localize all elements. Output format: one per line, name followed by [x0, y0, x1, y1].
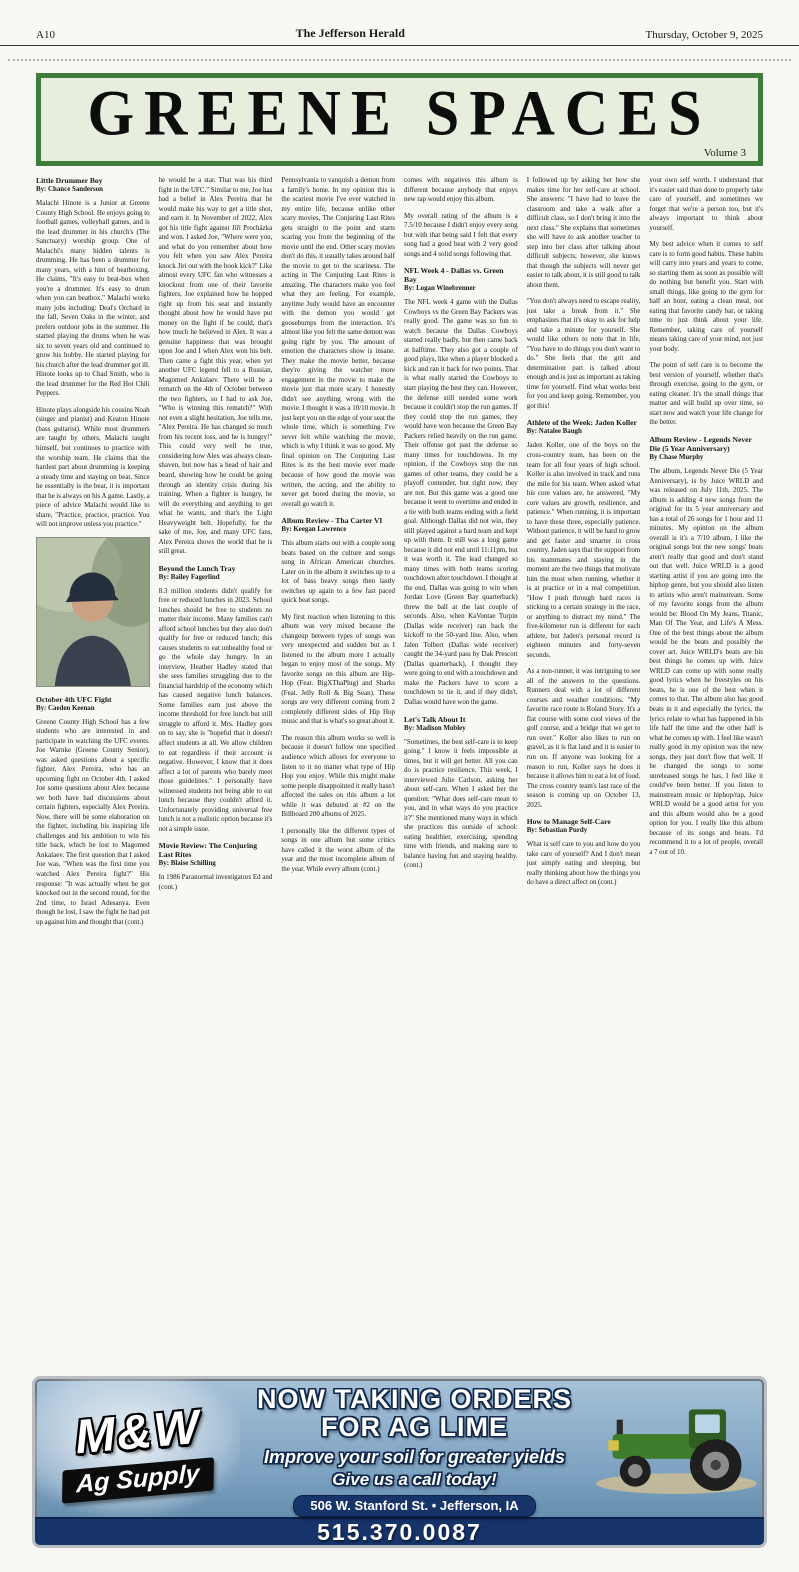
article	[281, 176, 395, 509]
article-paragraph: In 1986 Paranormal investigators Ed and (cont.)	[158, 873, 273, 891]
article-title: Album Review - Tha Carter VI	[281, 516, 383, 526]
article-paragraph: The point of self care is to become the best version of yourself, whether that's through exercise, going to the gym, or eating cleaner. It's the small things that matter and will build up over time, so start now and watch your life change for the better.	[649, 361, 763, 427]
column	[649, 176, 763, 1368]
article-paragraph: My overall rating of the album is a 7.5/10 because I didn't enjoy every song but with that being said I felt that every song had a good beat with 2 very good songs and 4 solid songs following that.	[404, 211, 518, 258]
ad-logo	[35, 1379, 240, 1517]
article-title: October 4th UFC Fight	[36, 694, 112, 704]
section-title: GREENE SPACES	[87, 77, 712, 149]
article	[527, 418, 641, 810]
article-paragraph: This album starts out with a couple song beats based on the culture and songs sung in African American churches. Later on in the album it switches up to a lot of bass heavy songs then lastly switches up again to a few fast paced quick beat songs.	[281, 539, 396, 605]
article-title: Movie Review: The Conjuring Last Rites	[158, 841, 258, 860]
article-paragraph: "You don't always need to escape reality, just take a break from it." She emphasizes that it's okay to ask for help and take a minute for yourself. She would like others to note that in life, "You have to do things you don't want to do." She feels that the grit and determination part is talked about enough and is just as important as taking time for yourself. Find what works best for you and keep going. Remember, you got this!	[526, 297, 641, 410]
ad-phone-number: 515.370.0087	[317, 1518, 482, 1545]
article	[281, 516, 395, 874]
article	[159, 841, 273, 892]
article-title: Athlete of the Week: Jaden Koller	[526, 418, 637, 428]
article-paragraph: Jaden Koller, one of the boys on the cross-country team, has been on the team for all four years of high school. Koller is also involved in track and runs the mile for his team. When asked what his core values are, he answered, "My core values are growth, resilience, and patience." When running, it is important to have these three, especially patience. Without patience, it will be hard to grow and get faster and smarter in cross country. Jaden says that the support from his teammates and staying in the moment are the two things that motivate him the most when running, whether it is at practice or in a real competition. "How I push through hard races is sticking to a certain strategy in the race, or anything to distract my mind." The five-kilometer run is different for each athlete, but Jaden's personal record is eighteen minutes and forty-seven seconds.	[526, 441, 641, 659]
article-paragraph: he would be a star. That was his third fight in the UFC." Similar to me, Joe has had a belief in Alex Pereira that he would make his way to get a title shot, and earn it. In November of 2022, Alex got his title fight against Jiří Procházka and won. I asked Joe, "Where were you, and what do you remember about how you felt when you saw Alex Pereira knock Jiri out with the hook kick?" Like almost every UFC fan who witnesses a knockout from one of their favorite fighters, Joe explained how he hopped right up from his seat and instantly thought about how he would have put money on the fight if he could, that's how much he believed in Alex. It was a genuine happiness that was brought upon Joe and I when Alex won his belt. Then came a fight this year, when yet another UFC legend fell to a Russian, Magomed Ankalaev. There will be a rematch on the 4th of October between the two fighters, so I had to ask Joe, "Who is winning this rematch?" With not even a slight hesitation, Joe tells me, "Alex Pereira. He has changed so much from his recent loss, and he is hungry!" This could very well be true, considering how Alex was always clean-shaven, but now has a head of hair and beard, showing how he could be going through an identity crisis during his training. When a fighter is hungry, he will do everything and anything to get what he wants, and that's the Light Heavyweight belt. Hopefully, for the sake of me, Joe, and many UFC fans, Alex Pereira shows the world that he is still great.	[158, 176, 273, 556]
article-byline: By: Chance Sanderson	[36, 186, 104, 194]
column	[404, 176, 518, 1368]
article-paragraph: The NFL week 4 game with the Dallas Cowboys vs the Green Bay Packers was really good. The game was so fun to watch because the Dallas Cowboys started really badly, but then came back at halftime. They also got a couple of good plays, like when a player blocked a kick and ran it back for two points. That is what really started the Cowboys to start playing the best they can. However, the defense still needed some work because it couldn't stop the run games. If they could stop the run games, they would have won because the Green Bay Packers relied heavily on the run game. Their offense got past the defense so many times for touchdowns. In my opinion, if the Cowboys stop the run games of other teams, they could be a playoff contender, but right now, they are not. But this game was a good one because it went to overtime and ended in a tie with both teams ending with a field goal. Although Dallas did not win, they still played against a hard team and kept up with them. It still was a long game because it did not end until 11:11pm, but it was worth it. The lead changed so many times with both teams scoring touchdown after touchdown. I thought at the end, Dallas was going to win when Jordan Love (Green Bay quarterback) threw the ball at the last couple of seconds. Also, when KaVontae Turpin (Dallas wide receiver) ran back the kickoff to the 50-yard line. Also, when Jalen Tolbert (Dallas wide receiver) caught the 34-yard pass by Dak Prescott (Dallas quarterback), I thought they were going to end with a touchdown and make the Packers have to score a touchdown to tie it, and if they didn't, Dallas would have won the game.	[404, 298, 518, 706]
section-banner	[36, 73, 763, 166]
column	[281, 176, 395, 1368]
ad-phone-bar	[35, 1517, 764, 1546]
column	[36, 176, 150, 1368]
article-byline: By Chase Murphy	[649, 454, 704, 462]
article-paragraph: Greene County High School has a few students who are interested in and participate in watching the UFC events. Joe Warnke (Greene County Senior), was asked questions about a specific fighter, Alex Pereira, who has an upcoming fight on October 4th. I asked Joe some questions about Alex because we both have had discussions about certain fighters, especially Alex Pereira. Now, there will be some elaboration on the fighter, including his inspiring life challenges and his ambition to win his title back, which he lost to Magomed Ankalaev. The first question that I asked Joe was, "When was the first time you watched Alex Pereira fight?" His response: "It was actually when he got knocked out in the second round, for the 2nd time, to Israel Adesanya. Even though he lost, I saw the fight he had put up against him and thought that (cont.)	[36, 717, 150, 926]
article-title: NFL Week 4 - Dallas vs. Green Bay	[404, 266, 504, 285]
article	[159, 176, 273, 557]
article-paragraph: "Sometimes, the best self-care is to keep going." I know it feels impossible at times, but it will get better. All you can do is practice resilience. This week, I interviewed Julie Carlson, asking her about self-care. When I asked her the question: "What does self-care mean to you, and in what ways do you practice it?" She mentioned many ways in which she practices this outside of school: eating healthier, exercising, spending time with friends, and making sure to balance having fun and staying healthy. (cont.)	[404, 737, 518, 870]
article-byline: By: Keegan Lawrence	[281, 526, 347, 534]
article-paragraph: What is self care to you and how do you take care of yourself? And I don't mean just simply eating and sleeping, but really thinking about how the things you do have a direct affect on (cont.)	[526, 840, 641, 887]
ad-headline-line1: NOW TAKING ORDERS	[257, 1384, 572, 1414]
article	[649, 435, 763, 857]
article-paragraph: I personally like the different types of songs in one album but some critics have called it the worst album of the year and the most incomplete album of the year. While every album (cont.)	[281, 826, 396, 873]
page-number: A10	[36, 29, 55, 41]
article-paragraph: The reason this album works so well is because it doesn't follow one specified audience which allows for everyone to listen to it no matter what type of Hip Hop you enjoy. While this might make some people disappointed it really hasn't affected the sales on this album a lot while it was debuted at #2 on the Billboard 200 albums of 2025.	[281, 733, 396, 819]
article	[159, 564, 273, 835]
masthead-rule	[0, 45, 799, 46]
article-title: Album Review - Legends Never Die (5 Year Anniversary)	[649, 434, 752, 453]
article	[36, 176, 150, 530]
column	[159, 176, 273, 1368]
article-paragraph: My best advice when it comes to self care is to form good habits. These habits will carry into years and years to come, so starting them as soon as possible will do nothing but benefit you. Start with small things, like going to the gym for half an hour, eating a clean meal, not eating that favorite candy bar, or taking time to just think about your life. Remember, taking care of yourself means taking care of your mind, not just your body.	[649, 240, 763, 353]
article	[527, 176, 641, 411]
article	[404, 266, 518, 707]
article	[527, 817, 641, 888]
ad-address: 506 W. Stanford St. • Jefferson, IA	[293, 1495, 535, 1517]
article-byline: By: Bailey Fagerlind	[158, 573, 220, 581]
ad-cta: Give us a call today!	[332, 1469, 497, 1489]
article-paragraph: Pennsylvania to vanquish a demon from a family's home. In my opinion this is the scariest movie I've ever watched in my entire life, because unlike other scary movies, The Conjuring Last Rites gets straight to the point and starts scaring you from the beginning of the movie until the end. Other scary movies don't do this, it usually takes around half the movie to get to the scariness. The acting in The Conjuring Last Rites is amazing. The characters make you feel what they are feeling. For example, anytime Judy would have an encounter with the demon you would get goosebumps from the interaction. It's almost like you felt the same demon was going right by you. The amount of emotion the characters show is insane. They make the movie better, because they're giving the watcher more engagement in the movie to make the movie just that more scary. I honestly didn't see anything wrong with the movie. I thought it was a 10/10 movie. It just kept you on the edge of your seat the whole time, which is something I've never felt while watching the movie, which is why I think it was so good. My final opinion on The Conjuring Last Rites is its the best movie ever made because of how good the movie was written, the acting, and the ability to never get bored during the movie, so overall go watch it.	[281, 176, 396, 508]
column	[527, 176, 641, 1368]
issue-date: Thursday, October 9, 2025	[645, 29, 763, 41]
article-title: How to Manage Self-Care	[526, 817, 611, 827]
article	[404, 715, 518, 871]
ad-ag-supply	[32, 1376, 767, 1548]
ad-logo-subtext: Ag Supply	[62, 1457, 214, 1503]
article-title: Let's Talk About It	[404, 714, 466, 724]
article-byline: By: Natalee Baugh	[526, 428, 582, 436]
tractor-image	[589, 1379, 764, 1517]
article-title: Beyond the Lunch Tray	[158, 563, 236, 573]
article-byline: By: Logan Winebrenner	[404, 285, 476, 293]
article-paragraph: Malachi Hinote is a Junior at Greene County High School. He enjoys going to football games, volleyball games, and is the lead drummer in his church's (The Sanctuary) worship group. One of Malachi's many hidden talents is drumming. He has been a drummer for many years, with a hint of beatboxing. He claims, "It's easy to beat-box when you're a drummer. It's easy to drum when you can beatbox." Malachi works many jobs including: Deal's Orchard in the fall, Seven Oaks in the winter, and prefers outdoor jobs in the summer. He started playing the drums when he was six to seven years old and continued to grow his hobby. He started playing for his church after the lead drummer got ill. Hinote looks up to Chad Smith, who is the lead drummer for the Red Hot Chili Peppers.	[36, 199, 150, 398]
article-paragraph: My first reaction when listening to this album was very mixed because the changeup between types of songs was very unexpected and sudden but as I listened to the album more I actually began to enjoy most of the songs. My favorite songs on this album are Hip-Hop (Feat. BigXThaPlug) and Sharks (Feat. Jelly Roll & Big Sean). These songs are very different coming from 2 completely different sides of Hip Hop music and that is what's so great about it.	[281, 612, 396, 726]
article-byline: By: Caeden Keenan	[36, 704, 95, 712]
article-byline: By: Blaise Schilling	[158, 860, 216, 868]
article-paragraph: comes with negatives this album is different because anybody that enjoys new rap would enjoy this album.	[404, 176, 518, 204]
article	[36, 695, 150, 927]
article-paragraph: your own self worth. I understand that it's easier said than done to properly take care of yourself, and sometimes we forget that we're a person too, but it's always important to think about yourself.	[649, 176, 763, 232]
article-paragraph: The album, Legends Never Die (5 Year Anniversary), is by Juice WRLD and was released on July 11th, 2025. The album is adding 4 new songs from the original for its 5 year anniversary and has a total of 26 songs for 1 hour and 11 minutes. My opinion on the album overall is it's a 7/10 album, I like the original songs but the new songs' beats aren't really that good and don't stand out that well. Juice WRLD is a good starting artist if you are going into the hiphop genre, but you should also listen to artists who aren't mainstream. Some of my favorite songs from the album would be: Blood On My Jeans, Titanic, Man Of The Year, and Life's A Mess. One of the best things about the album would be the beats and possibly the cover art. Juice WRLD's beats are his best things he comes up with. Juice WRLD can come up with some really good lyrics when he freestyles on his beats, he is one of the best when it comes to that. The album also has good beats in it and especially the lyrics, the lyrics relate to what has happened in his life half the time and the other half is what he comes up with. I feel like wasn't really good in my opinion was the new songs, they just don't flow that well. If he changed the songs to some unreleased songs he has, I feel like it could've been better. If you listen to mainstream music or hiphop/rap, Juice WRLD would be a good artist for you and this album would also be a good option for you. I really like this album because of its songs and beats. I'd recommend it to a lot of people, overall a 7 out of 10.	[649, 467, 763, 856]
ad-headline-line2: FOR AG LIME	[321, 1412, 508, 1443]
article-byline: By: Madison Mobley	[404, 724, 466, 732]
article-paragraph: I followed up by asking her how she makes time for her self-care at school. She answers: "I have had to leave the classroom and take a walk after a difficult class, so I don't bring it into the next class." She explains that sometimes she will have to ask another teacher to step into her class after talking about difficult subjects; however, she knows that though the subjects will never get easier to talk about, it is still good to talk about them.	[526, 176, 641, 289]
dotted-divider	[8, 59, 791, 61]
article	[404, 176, 518, 259]
ad-body	[35, 1379, 764, 1517]
masthead	[0, 0, 799, 45]
newspaper-name: The Jefferson Herald	[295, 26, 405, 40]
article-byline: By: Sebastian Purdy	[526, 827, 588, 835]
volume-label: Volume 3	[703, 147, 746, 159]
article-paragraph: 8.3 million students didn't qualify for free or reduced lunches in 2023. School lunches should be free to students no matter their income. Many families can't afford school lunches but they also don't qualify for free or reduced lunch; this causes students to eat unhealthy food or go the whole day hungry. In an interview, Heather Hadley stated that she sees families struggling due to the financial hardship of the economy which has caused negative lunch balances. Some families earn just above the income threshold for free lunch but still struggle to afford it. Mrs. Hadley goes on to say, she is "hopeful that it doesn't affect students at all. We allow children to eat regardless if their account is negative. However, I know that it does affect a lot of parents who barely meet those guidelines." I personally have witnessed students not being able to eat lunch because they couldn't afford it. Unfortunately providing universal free lunch is not a realistic option because it's not a simple issue.	[158, 586, 273, 833]
article-paragraph: As a non-runner, it was intriguing to see all of the answers to the questions. Runners deal with a lot of different courses and weather conditions. "My favorite race route is Roland Story. It's a flat course with some cool views of the golf course, and a bridge that we get to run over." Koller also likes to run on gravel, as it is flat land and it is easier to run on. If anyone was looking for a reason to run, Koller says he does it because it allows him to eat a lot of food. The cross country team's last race of the season is coming up on October 13, 2025.	[526, 667, 641, 809]
columns	[36, 176, 763, 1368]
ad-logo-text: M&W	[72, 1400, 203, 1465]
article-photo	[36, 537, 150, 687]
ad-text-block	[240, 1379, 589, 1517]
article	[649, 176, 763, 428]
article-title: Little Drummer Boy	[36, 176, 103, 185]
ad-tagline: Improve your soil for greater yields	[263, 1446, 566, 1467]
article-paragraph: Hinote plays alongside his cousins Noah (singer and pianist) and Keaton Hinote (bass guitarist). While most drummers are taught by others, Malachi taught himself, but continues to practice with the worship team. He claims that the hardest part about drumming is keeping a steady time and staying on beat. Since he essentially is the beat, it is important that he is always on his A game. Lastly, a piece of advice Malachi would like to share, "Practice, practice, practice. You will not improve unless you practice."	[36, 405, 150, 529]
